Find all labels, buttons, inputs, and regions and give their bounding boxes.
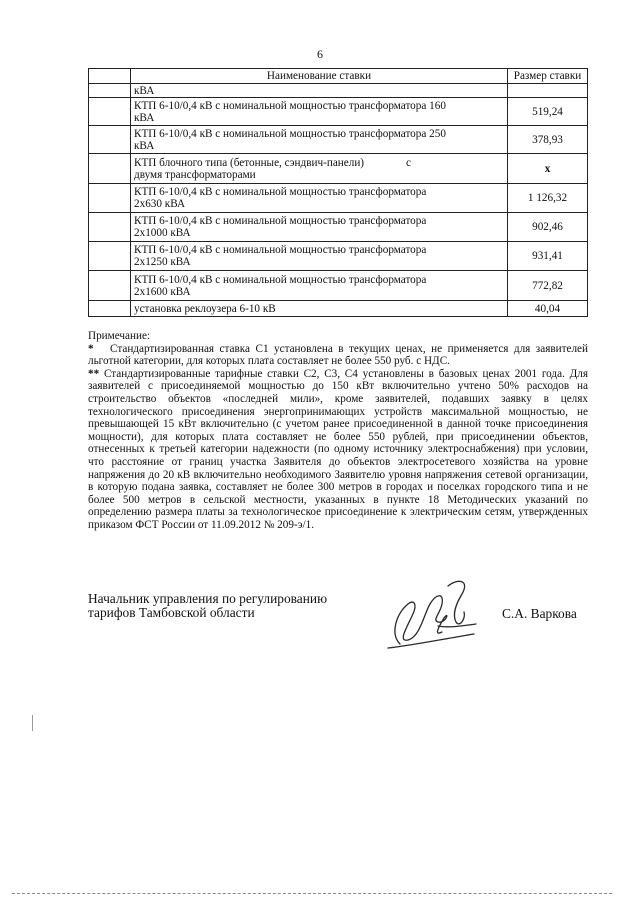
- table-row: [89, 126, 588, 154]
- row-name: [131, 84, 508, 98]
- row-name-line: кВА: [134, 84, 155, 97]
- header-rate-size: Размер ставки: [508, 69, 588, 84]
- table-row: [89, 154, 588, 184]
- row-name: [131, 98, 508, 126]
- row-name-line: КТП 6-10/0,4 кВ с номинальной мощностью трансформатора: [134, 273, 427, 286]
- position-line: Начальник управления по регулированию: [88, 591, 328, 606]
- table-row: [89, 301, 588, 317]
- row-blank-cell: [89, 154, 131, 184]
- row-value: 902,46: [508, 213, 588, 242]
- row-name-line: КТП 6-10/0,4 кВ с номинальной мощностью трансформатора: [134, 244, 427, 256]
- row-blank-cell: [89, 242, 131, 271]
- row-value: 40,04: [508, 301, 588, 317]
- header-blank-cell: [89, 69, 131, 84]
- row-value: 772,82: [508, 271, 588, 301]
- note-heading: Примечание:: [88, 330, 151, 342]
- row-name-line: КТП 6-10/0,4 кВ с номинальной мощностью трансформатора: [134, 215, 427, 227]
- row-name-line: установка реклоузера 6-10 кВ: [134, 302, 276, 315]
- table-row: [89, 271, 588, 301]
- row-blank-cell: [89, 126, 131, 154]
- row-value: 519,24: [508, 98, 588, 126]
- row-blank-cell: [89, 184, 131, 213]
- row-name: [131, 126, 508, 154]
- row-name-line: 2х630 кВА: [134, 198, 186, 210]
- signatory-position: [88, 592, 327, 620]
- page-number: 6: [317, 47, 323, 61]
- row-blank-cell: [89, 98, 131, 126]
- position-line: тарифов Тамбовской области: [88, 605, 255, 620]
- row-name: [131, 213, 508, 242]
- note-marker: *: [88, 342, 94, 355]
- bottom-rule: [12, 893, 612, 894]
- row-name-line: КТП 6-10/0,4 кВ с номинальной мощностью трансформатора 250: [134, 127, 446, 140]
- header-rate-name: Наименование ставки: [131, 69, 508, 84]
- table-row: [89, 242, 588, 271]
- row-name-line: 2х1250 кВА: [134, 256, 191, 268]
- row-value: [508, 84, 588, 98]
- signatory-name: С.А. Варкова: [502, 606, 577, 621]
- note-item-2: [88, 368, 588, 532]
- row-name-line: двумя трансформаторами: [134, 168, 256, 181]
- margin-mark: [32, 715, 33, 731]
- rates-table: [88, 68, 588, 317]
- row-name: [131, 301, 508, 317]
- handwritten-signature-icon: [378, 574, 488, 654]
- row-blank-cell: [89, 213, 131, 242]
- row-name-line: 2х1600 кВА: [134, 285, 191, 298]
- row-name: [131, 154, 508, 184]
- table-header-row: [89, 69, 588, 84]
- table-row: [89, 184, 588, 213]
- note-text: Стандартизированная ставка С1 установлена в текущих ценах, не применяется для заявителей льготной категории, для которых плата составляет не более 550 руб. с НДС.: [88, 342, 588, 368]
- row-blank-cell: [89, 301, 131, 317]
- row-name-line: кВА: [134, 139, 155, 152]
- row-name-line: КТП блочного типа (бетонные, сэндвич-панели) с: [134, 156, 411, 169]
- row-name-line: КТП 6-10/0,4 кВ с номинальной мощностью трансформатора: [134, 186, 427, 198]
- row-blank-cell: [89, 84, 131, 98]
- note-item-1: [88, 343, 588, 368]
- row-value: 378,93: [508, 126, 588, 154]
- row-value: 931,41: [508, 242, 588, 271]
- note-section: [88, 330, 588, 532]
- row-name: [131, 184, 508, 213]
- table-row: [89, 84, 588, 98]
- row-name-line: кВА: [134, 111, 155, 124]
- note-text: Стандартизированные тарифные ставки С2, С3, С4 установлены в базовых ценах 2001 года. Для заявителей с присоединяемой мощностью до 150 кВт включительно учтено 50% расходов на строительство объектов «последней мили», кроме заявителей, подавших заявку в целях технологического присоединения энергопринимающих устройств максимальной мощностью, не превышающей 15 кВт включительно (с учетом ранее присоединенной в данной точке присоединения мощности), для которых плата составляет не более 550 рублей, при присоединении объектов, отнесенных к третьей категории надежности (по одному источнику электроснабжения) при условии, что расстояние от границ участка Заявителя до объектов электросетевого хозяйства на уровне напряжения до 20 кВ включительно необходимого Заявителю уровня напряжения сетевой организации, в которую подана заявка, составляет не более 300 метров в городах и поселках городского типа и не более 500 метров в сельской местности, указанных в пункте 18 Методических указаний по определению размера платы за технологическое присоединение к электрическим сетям, утвержденных приказом ФСТ России от 11.09.2012 № 209-э/1.: [88, 367, 588, 531]
- table-row: [89, 213, 588, 242]
- row-blank-cell: [89, 271, 131, 301]
- row-name-line: 2х1000 кВА: [134, 227, 191, 239]
- row-name: [131, 271, 508, 301]
- note-marker: **: [88, 367, 100, 380]
- table-row: [89, 98, 588, 126]
- row-name-line: КТП 6-10/0,4 кВ с номинальной мощностью трансформатора 160: [134, 99, 446, 112]
- row-name: [131, 242, 508, 271]
- row-value: х: [508, 154, 588, 184]
- row-value: 1 126,32: [508, 184, 588, 213]
